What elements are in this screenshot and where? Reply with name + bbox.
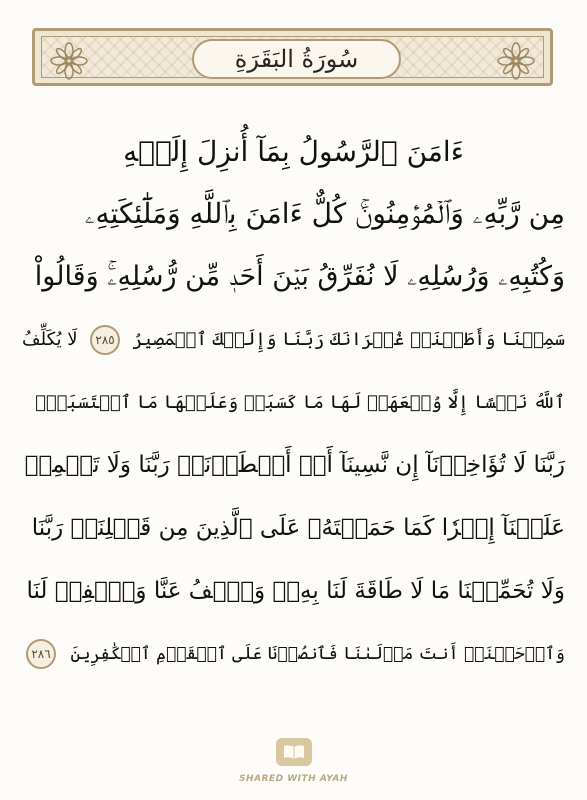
verse-line bbox=[22, 371, 565, 434]
app-footer bbox=[0, 738, 587, 784]
verse-line bbox=[22, 120, 565, 183]
ayah-number-marker: ٢٨٥ bbox=[90, 325, 120, 355]
ayah-number-marker: ٢٨٦ bbox=[26, 639, 56, 669]
surah-title: سُورَةُ البَقَرَةِ bbox=[234, 45, 359, 73]
verse-line-text: مِن رَّبِّهِۦ وَٱلۡمُؤۡمِنُونَۚ كُلٌّ ءَامَنَ بِٱللَّهِ وَمَلَٰٓئِكَتِهِۦ bbox=[84, 197, 565, 231]
surah-title-cartouche bbox=[192, 39, 401, 79]
verse-line-text: عَلَيۡنَآ إِصۡرٗا كَمَا حَمَلۡتَهُۥ عَلَى ٱلَّذِينَ مِن قَبۡلِنَاۚ رَبَّنَا bbox=[31, 515, 565, 542]
verse-line-text: ٱللَّهُ نَفۡسًا إِلَّا وُسۡعَهَاۚ لَهَا مَا كَسَبَتۡ وَعَلَيۡهَا مَا ٱكۡتَسَبَتۡۗ bbox=[35, 392, 565, 414]
ayah-app-logo bbox=[276, 738, 312, 766]
verse-line bbox=[22, 308, 565, 371]
verse-line bbox=[22, 622, 565, 685]
surah-header-frame bbox=[32, 28, 553, 86]
rosette-ornament-icon bbox=[497, 42, 535, 80]
verse-line bbox=[22, 183, 565, 246]
frame-ornament-pattern bbox=[41, 36, 544, 78]
verse-line-text: وَٱرۡحَمۡنَآۚ أَنتَ مَوۡلَىٰنَا فَٱنصُرۡنَا عَلَى ٱلۡقَوۡمِ ٱلۡكَٰفِرِينَ bbox=[70, 644, 565, 665]
verse-line bbox=[22, 497, 565, 560]
shared-with-text: SHARED WITH AYAH bbox=[239, 774, 348, 784]
verse-line-text: وَكُتُبِهِۦ وَرُسُلِهِۦ لَا نُفَرِّقُ بَيۡنَ أَحَدٖ مِّن رُّسُلِهِۦۚ وَقَالُواْ bbox=[34, 260, 565, 292]
rosette-ornament-icon bbox=[50, 42, 88, 80]
verse-line-text: لَا يُكَلِّفُ bbox=[22, 329, 78, 351]
verse-line bbox=[22, 246, 565, 309]
verse-text-block bbox=[22, 120, 565, 685]
verse-line bbox=[22, 560, 565, 623]
verse-line-text: سَمِعۡنَا وَأَطَعۡنَاۖ غُفۡرَانَكَ رَبَّنَا وَإِلَيۡكَ ٱلۡمَصِيرُ bbox=[132, 329, 565, 351]
verse-line-text: ءَامَنَ ٱلرَّسُولُ بِمَآ أُنزِلَ إِلَيۡهِ bbox=[123, 134, 464, 168]
verse-line-text: وَلَا تُحَمِّلۡنَا مَا لَا طَاقَةَ لَنَا بِهِۦۖ وَٱعۡفُ عَنَّا وَٱغۡفِرۡ لَنَا bbox=[26, 577, 565, 604]
open-book-icon bbox=[283, 744, 305, 760]
verse-line bbox=[22, 434, 565, 497]
verse-line-text: رَبَّنَا لَا تُؤَاخِذۡنَآ إِن نَّسِينَآ أَوۡ أَخۡطَأۡنَاۚ رَبَّنَا وَلَا تَحۡمِلۡ bbox=[24, 452, 565, 479]
